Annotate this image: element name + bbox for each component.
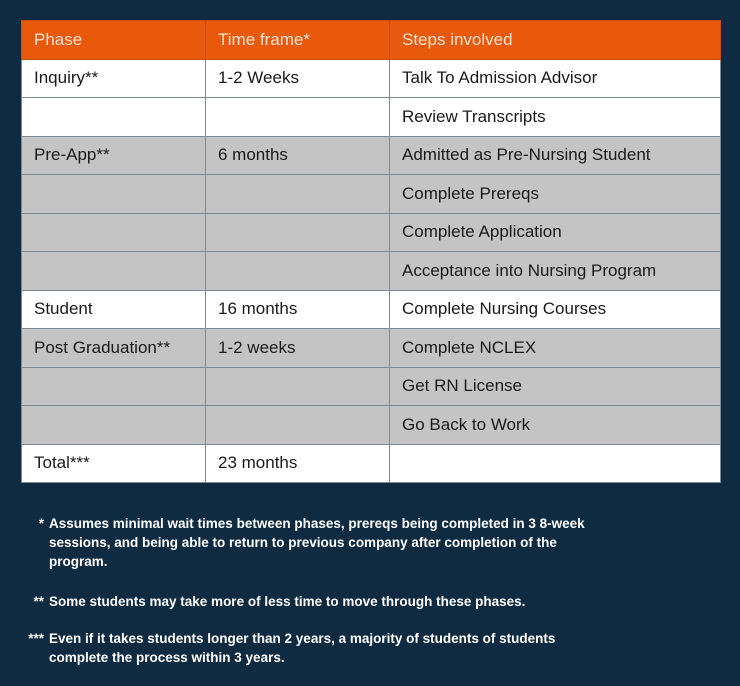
step-cell: Complete Prereqs xyxy=(390,175,721,214)
nursing-timeline-table xyxy=(21,20,721,483)
step-cell: Get RN License xyxy=(390,367,721,406)
table-row xyxy=(22,175,721,214)
table-row xyxy=(22,367,721,406)
time-frame-cell: 1-2 Weeks xyxy=(206,59,390,98)
time-frame-cell: 6 months xyxy=(206,136,390,175)
table-row xyxy=(22,136,721,175)
time-frame-cell xyxy=(206,98,390,137)
phase-cell xyxy=(22,406,206,445)
step-cell: Complete Nursing Courses xyxy=(390,290,721,329)
table-row xyxy=(22,406,721,445)
footnote-text: Even if it takes students longer than 2 years, a majority of students of students complete the process within 3 years. xyxy=(49,631,556,665)
phase-cell xyxy=(22,98,206,137)
footnote-text: Assumes minimal wait times between phases, prereqs being completed in 3 8-week sessions, and being able to return to previous company after completion of the program. xyxy=(49,516,585,569)
time-frame-cell: 16 months xyxy=(206,290,390,329)
table-row xyxy=(22,444,721,483)
step-cell: Admitted as Pre-Nursing Student xyxy=(390,136,721,175)
step-cell: Talk To Admission Advisor xyxy=(390,59,721,98)
header-time-frame: Time frame* xyxy=(206,21,390,60)
time-frame-cell xyxy=(206,213,390,252)
time-frame-cell xyxy=(206,367,390,406)
time-frame-cell xyxy=(206,252,390,291)
phase-cell xyxy=(22,213,206,252)
table-row xyxy=(22,59,721,98)
step-cell: Go Back to Work xyxy=(390,406,721,445)
header-phase: Phase xyxy=(22,21,206,60)
phase-cell: Post Graduation** xyxy=(22,329,206,368)
phase-cell: Student xyxy=(22,290,206,329)
phase-cell: Total*** xyxy=(22,444,206,483)
step-cell: Complete NCLEX xyxy=(390,329,721,368)
time-frame-cell: 1-2 weeks xyxy=(206,329,390,368)
footnote-mark: *** xyxy=(28,631,44,646)
time-frame-cell xyxy=(206,406,390,445)
table-row xyxy=(22,329,721,368)
step-cell: Review Transcripts xyxy=(390,98,721,137)
table-row xyxy=(22,290,721,329)
phase-cell: Inquiry** xyxy=(22,59,206,98)
phase-cell xyxy=(22,367,206,406)
time-frame-cell xyxy=(206,175,390,214)
phase-cell xyxy=(22,252,206,291)
step-cell: Complete Application xyxy=(390,213,721,252)
phase-cell: Pre-App** xyxy=(22,136,206,175)
time-frame-cell: 23 months xyxy=(206,444,390,483)
footnote-mark: ** xyxy=(33,594,44,609)
step-cell: Acceptance into Nursing Program xyxy=(390,252,721,291)
table-header-row xyxy=(22,21,721,60)
step-cell xyxy=(390,444,721,483)
footnote-text: Some students may take more of less time to move through these phases. xyxy=(49,594,526,609)
table-row xyxy=(22,252,721,291)
header-steps-involved: Steps involved xyxy=(390,21,721,60)
footnote-mark: * xyxy=(38,516,44,531)
table-row xyxy=(22,98,721,137)
phase-cell xyxy=(22,175,206,214)
table-row xyxy=(22,213,721,252)
